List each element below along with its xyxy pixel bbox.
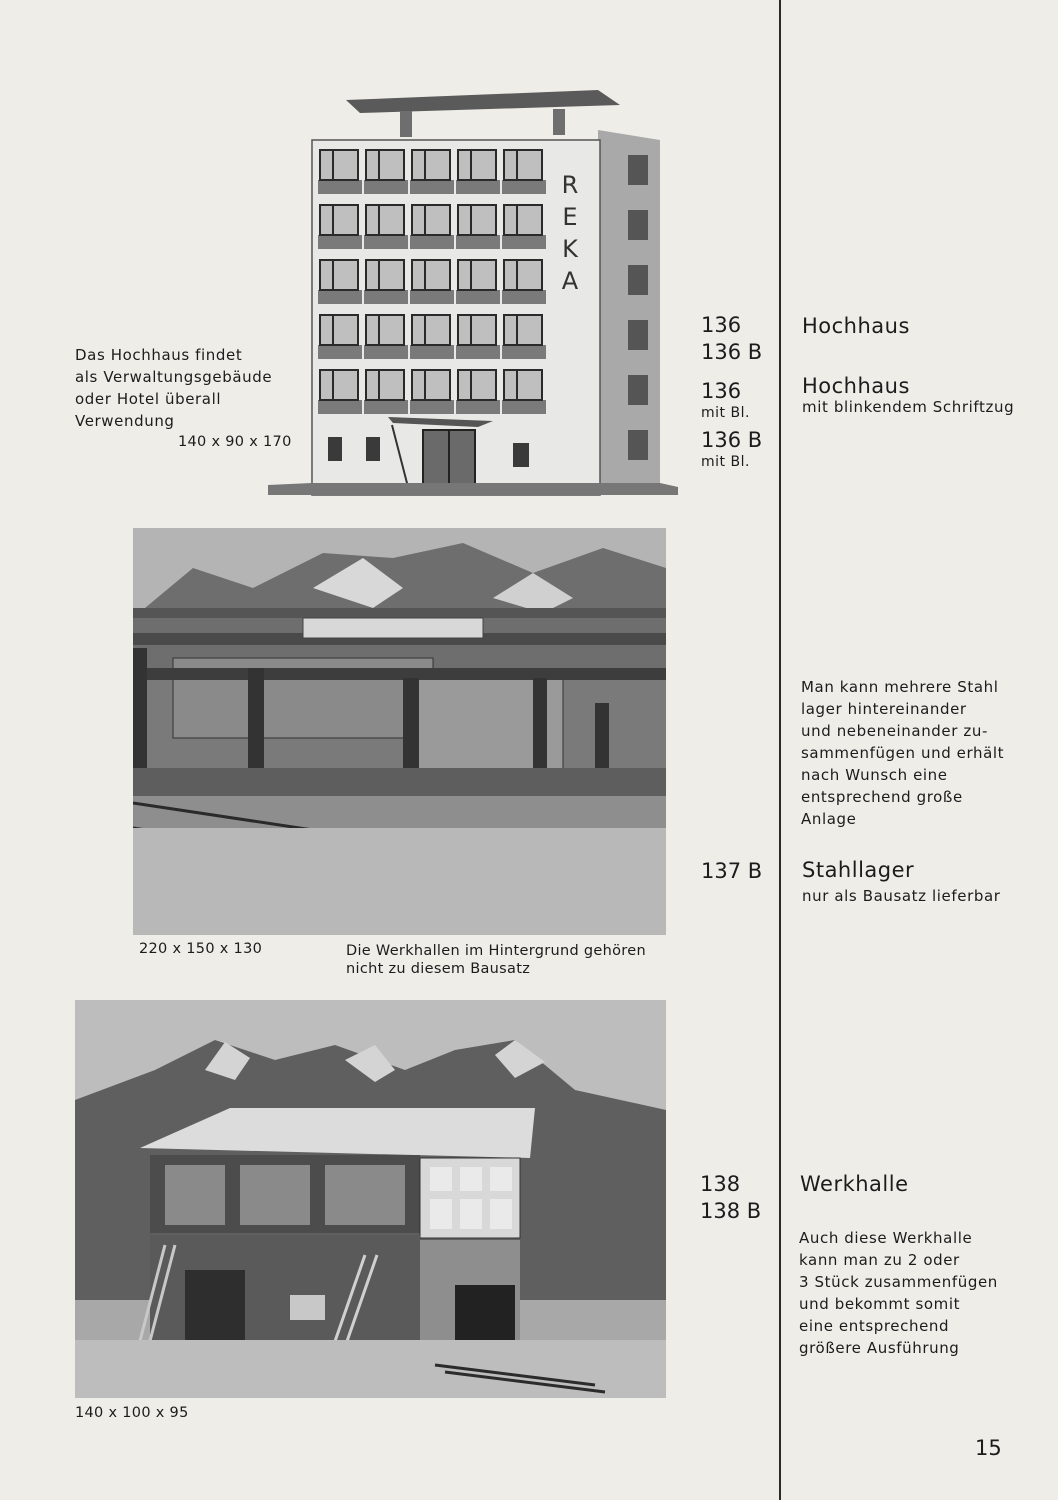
werkhalle-numbers <box>700 1171 761 1225</box>
description-line: Das Hochhaus findet <box>75 346 243 364</box>
svg-text:E: E <box>562 203 578 231</box>
description-line: entsprechend große <box>801 788 963 806</box>
stahllager-note <box>346 942 646 978</box>
note-line: nicht zu diesem Bausatz <box>346 961 531 977</box>
stahllager-number: 137 B <box>701 859 763 883</box>
werkhalle-title: Werkhalle <box>800 1172 909 1196</box>
page-number: 15 <box>975 1436 1002 1460</box>
item-number: 136 B <box>701 340 763 364</box>
item-number-suffix: mit Bl. <box>701 405 750 421</box>
svg-text:K: K <box>562 235 578 263</box>
item-number: 136 <box>701 313 742 337</box>
description-line: und nebeneinander zu- <box>801 722 988 740</box>
description-line: Verwendung <box>75 412 175 430</box>
description-line: lager hintereinander <box>801 700 967 718</box>
werkhalle-dimensions: 140 x 100 x 95 <box>75 1405 189 1421</box>
werkhalle-description <box>799 1227 998 1359</box>
stahllager-title: Stahllager <box>802 858 915 882</box>
description-line: als Verwaltungsgebäude <box>75 368 273 386</box>
description-line: Anlage <box>801 810 857 828</box>
hochhaus-numbers <box>701 312 762 366</box>
stahllager-description <box>801 676 1004 830</box>
hochhaus-title: Hochhaus <box>802 314 910 338</box>
description-line: kann man zu 2 oder <box>799 1251 960 1269</box>
hochhaus-dimensions: 140 x 90 x 170 <box>178 434 292 450</box>
description-line: sammenfügen und erhält <box>801 744 1005 762</box>
stahllager-photo <box>133 528 666 935</box>
stahllager-dimensions: 220 x 150 x 130 <box>139 941 263 957</box>
column-divider <box>779 0 781 1500</box>
description-line: 3 Stück zusammenfügen <box>799 1273 998 1291</box>
hochhaus-title-blink: Hochhaus <box>802 374 910 398</box>
item-number: 138 <box>700 1172 741 1196</box>
note-line: Die Werkhallen im Hintergrund gehören <box>346 943 646 959</box>
item-number-suffix: mit Bl. <box>701 454 750 470</box>
item-number: 136 <box>701 379 742 403</box>
description-line: größere Ausführung <box>799 1339 960 1357</box>
werkhalle-photo <box>75 1000 666 1398</box>
hochhaus-image <box>268 85 678 500</box>
description-line: Man kann mehrere Stahl <box>801 678 999 696</box>
description-line: eine entsprechend <box>799 1317 950 1335</box>
description-line: oder Hotel überall <box>75 390 222 408</box>
stahllager-subtitle: nur als Bausatz lieferbar <box>802 887 1001 905</box>
item-number: 138 B <box>700 1199 762 1223</box>
hochhaus-subtitle: mit blinkendem Schriftzug <box>802 398 1015 416</box>
description-line: nach Wunsch eine <box>801 766 948 784</box>
description-line: und bekommt somit <box>799 1295 961 1313</box>
description-line: Auch diese Werkhalle <box>799 1229 973 1247</box>
item-number: 136 B <box>701 428 763 452</box>
svg-text:R: R <box>561 171 579 199</box>
svg-text:A: A <box>561 267 579 295</box>
hochhaus-blink-numbers <box>701 378 762 470</box>
hochhaus-description <box>75 344 272 432</box>
